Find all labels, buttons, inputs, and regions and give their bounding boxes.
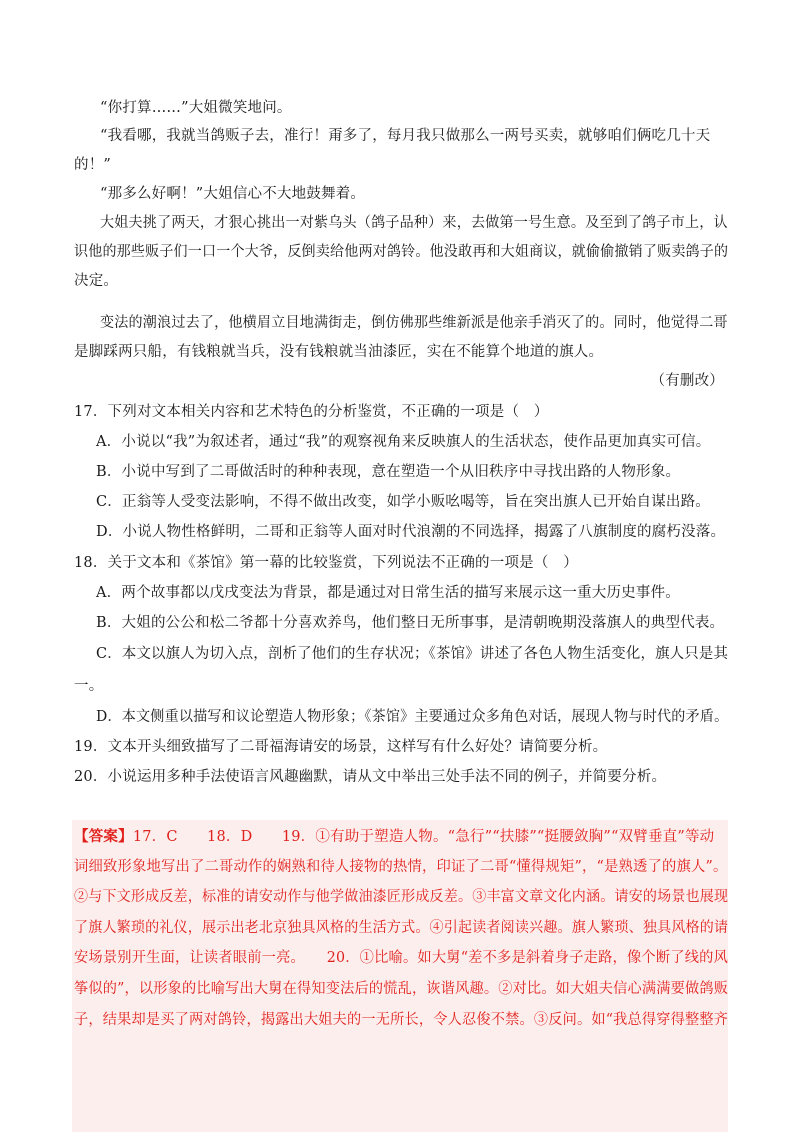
passage-line-7: 决定。 [74,273,119,289]
answer-line-2: 词细致形象地写出了二哥动作的娴熟和待人接物的热情，印证了二哥“懂得规矩”，“是熟透了的旗人”。 [74,859,728,875]
question-17-option-d: D．小说人物性格鲜明，二哥和正翁等人面对时代浪潮的不同选择，揭露了八旗制度的腐朽没落。 [96,524,726,540]
answer-tag: 【答案】 [74,828,133,845]
question-19: 19．文本开头细致描写了二哥福海请安的场景，这样写有什么好处？请简要分析。 [74,739,608,755]
answer-line-1-text: 17．C 18．D 19．①有助于塑造人物。“急行”“扶膝”“挺腰敛胸”“双臂垂直”等动 [132,829,715,845]
passage-line-4: “那多么好啊！”大姐信心不大地鼓舞着。 [100,186,366,202]
answer-line-1 [74,827,714,847]
passage-line-6: 识他的那些贩子们一口一个大爷，反倒卖给他两对鸽铃。他没敢再和大姐商议，就偷偷撤销了贩卖鸽子的 [74,244,729,260]
answer-line-6: 筝似的”，以形象的比喻写出大舅在得知变法后的慌乱，诙谐风趣。②对比。如大姐夫信心满满要做鸽贩 [74,981,729,997]
question-18-option-c-cont: 一。 [74,678,104,694]
question-17-option-a: A．小说以“我”为叙述者，通过“我”的观察视角来反映旗人的生活状态，使作品更加真实可信。 [96,434,711,450]
passage-line-5: 大姐夫挑了两天，才狠心挑出一对紫乌头（鸽子品种）来，去做第一号生意。及至到了鸽子市上，认 [100,215,728,231]
question-17-option-b: B．小说中写到了二哥做活时的种种表现，意在塑造一个从旧秩序中寻找出路的人物形象。 [96,464,681,480]
question-17-option-c: C．正翁等人受变法影响，不得不做出改变，如学小贩吆喝等，旨在突出旗人已开始自谋出路。 [96,494,710,510]
question-18-stem: 18．关于文本和《茶馆》第一幕的比较鉴赏，下列说法不正确的一项是（ ） [74,555,578,571]
passage-line-2: “我看哪，我就当鸽贩子去，准行！甭多了，每月我只做那么一两号买卖，就够咱们俩吃几十天 [100,128,711,144]
question-18-option-b: B．大姐的公公和松二爷都十分喜欢养鸟，他们整日无所事事，是清朝晚期没落旗人的典型代表。 [96,615,725,631]
question-18-option-d: D．本文侧重以描写和议论塑造人物形象；《茶馆》主要通过众多角色对话，展现人物与时代的矛盾。 [96,709,729,725]
answer-line-7: 子，结果却是买了两对鸽铃，揭露出大姐夫的一无所长，令人忍俊不禁。③反问。如“我总得穿得整整齐 [74,1012,729,1028]
answer-line-5: 安场景别开生面，让读者眼前一亮。 20．①比喻。如大舅“差不多是斜着身子走路，像个断了线的风 [74,950,729,966]
answer-line-3: ②与下文形成反差，标准的请安动作与他学做油漆匠形成反差。③丰富文章文化内涵。请安的场景也展现 [74,889,729,905]
passage-line-9: 是脚踩两只船，有钱粮就当兵，没有钱粮就当油漆匠，实在不能算个地道的旗人。 [74,344,604,360]
passage-line-8: 变法的潮浪过去了，他横眉立目地满街走，倒仿佛那些维新派是他亲手消灭了的。同时，他觉得二哥 [100,315,728,331]
answer-line-4: 了旗人繁琐的礼仪，展示出老北京独具风格的生活方式。④引起读者阅读兴趣。旗人繁琐、独具风格的请 [74,920,729,936]
passage-line-1: “你打算……”大姐微笑地问。 [100,100,292,116]
question-20: 20．小说运用多种手法使语言风趣幽默，请从文中举出三处手法不同的例子，并简要分析。 [74,769,667,785]
source-note: （有删改） [650,373,724,389]
question-18-option-a: A．两个故事都以戊戌变法为背景，都是通过对日常生活的描写来展示这一重大历史事件。 [96,585,680,601]
passage-line-3: 的！” [74,157,112,173]
question-17-stem: 17．下列对文本相关内容和艺术特色的分析鉴赏，不正确的一项是（ ） [74,404,549,420]
question-18-option-c: C．本文以旗人为切入点，剖析了他们的生存状况；《茶馆》讲述了各色人物生活变化，旗人只是其 [96,646,729,662]
